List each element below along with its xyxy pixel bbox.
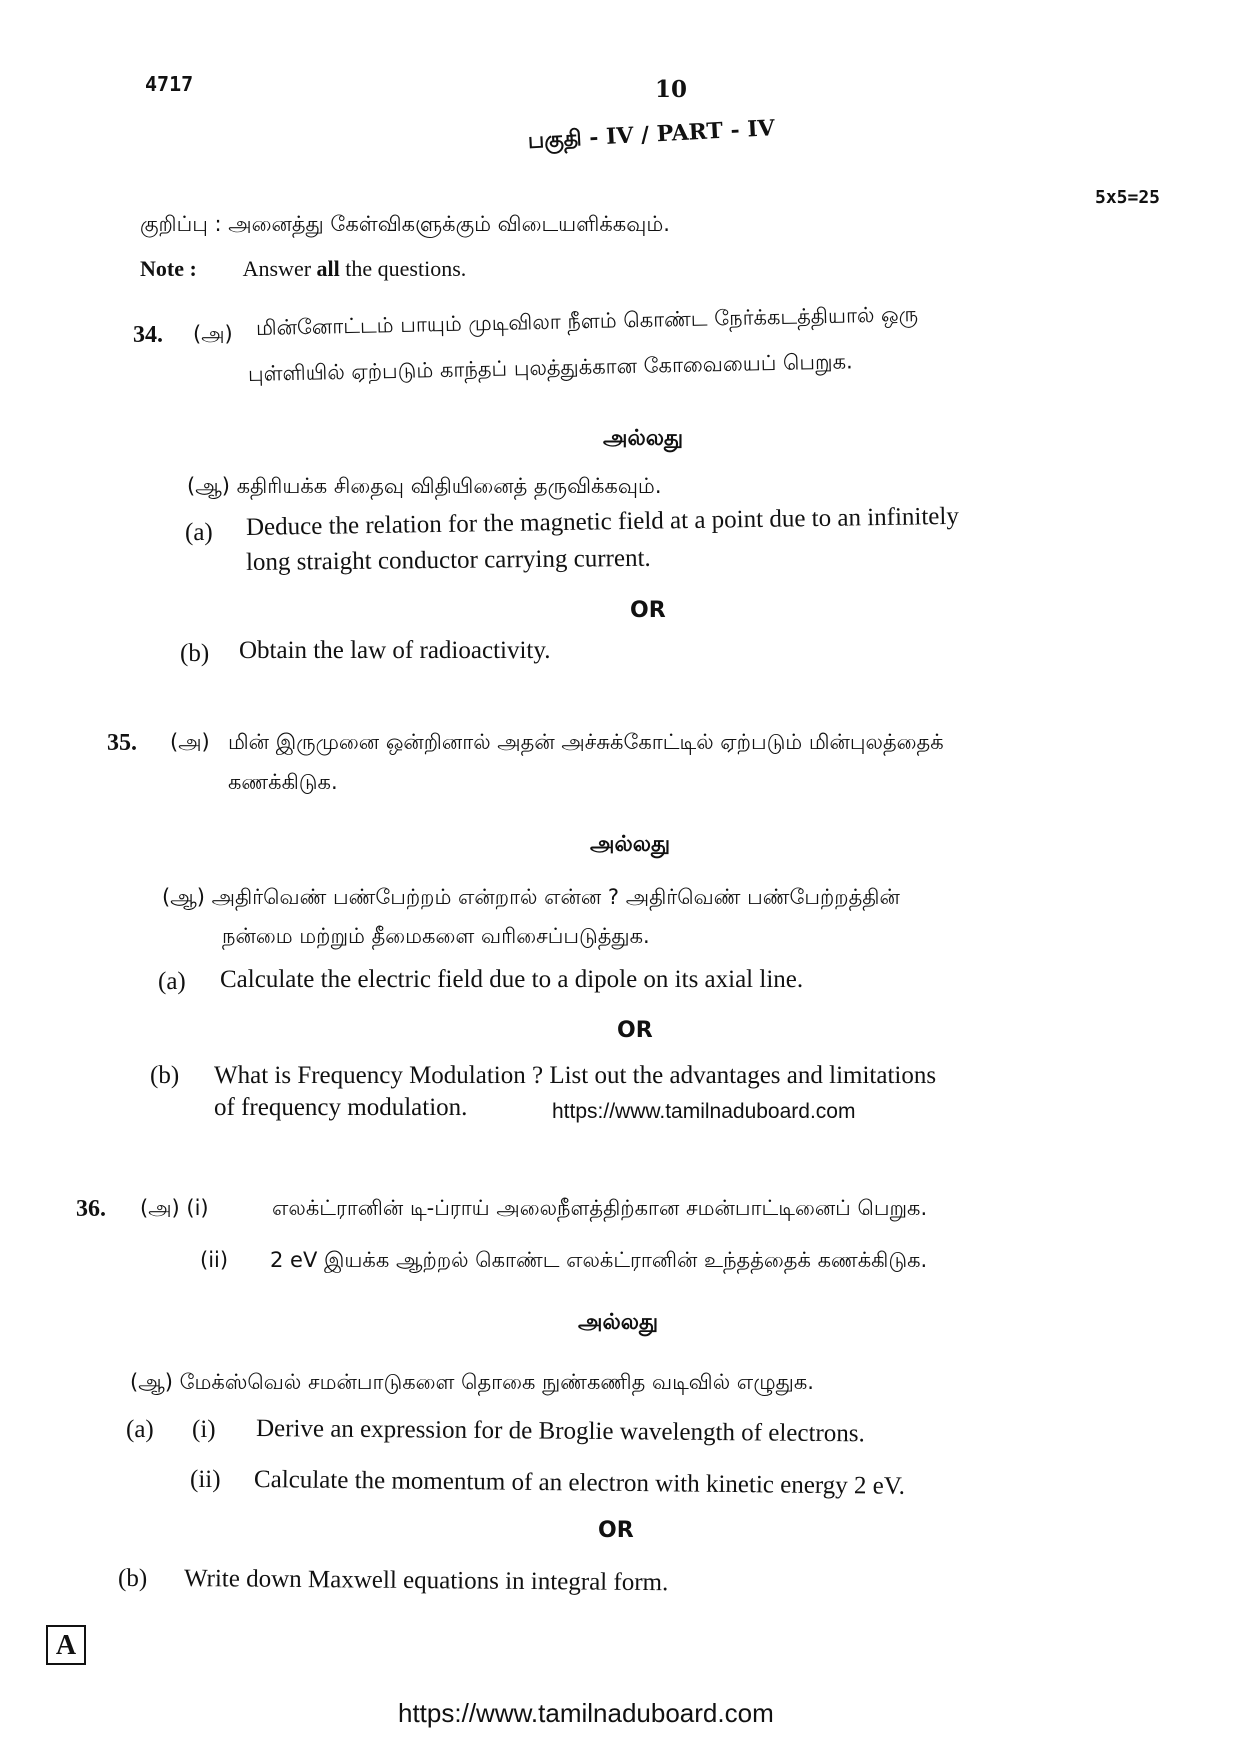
q35-b-tamil-line2: நன்மை மற்றும் தீமைகளை வரிசைப்படுத்துக.: [222, 924, 650, 948]
q34-b-tamil: (ஆ) கதிரியக்க சிதைவு விதியினைத் தருவிக்கவும்.: [187, 474, 662, 498]
q36-b-label: (b): [118, 1565, 148, 1592]
q36-or-tamil: அல்லது: [578, 1310, 659, 1335]
question-36-number: 36.: [76, 1196, 106, 1222]
note-text-post: the questions.: [339, 256, 467, 281]
marks-scheme: 5x5=25: [1095, 187, 1161, 208]
q35-a-tamil-label: (அ): [170, 730, 210, 754]
question-34-number: 34.: [133, 322, 163, 348]
q36-a-ii-label: (ii): [190, 1466, 221, 1493]
q36-or: OR: [598, 1518, 634, 1543]
q34-a-tamil-label: (அ): [193, 322, 233, 346]
note-english: [140, 256, 466, 282]
q34-a-tamil-line2: புள்ளியில் ஏற்படும் காந்தப் புலத்துக்கான கோவையைப் பெறுக.: [247, 349, 853, 386]
watermark-url[interactable]: https://www.tamilnaduboard.com: [552, 1100, 856, 1123]
page-number: 10: [655, 76, 688, 103]
q36-a-i-tamil: எலக்ட்ரானின் டி-ப்ராய் அலைநீளத்திற்கான சமன்பாட்டினைப் பெறுக.: [272, 1196, 928, 1220]
q35-a-label: (a): [158, 968, 186, 995]
q36-a-i: Derive an expression for de Broglie wavelength of electrons.: [255, 1415, 865, 1448]
q34-a-line1: Deduce the relation for the magnetic field at a point due to an infinitely: [245, 502, 960, 541]
q34-a-tamil-line1: மின்னோட்டம் பாயும் முடிவிலா நீளம் கொண்ட நேர்க்கடத்தியால் ஒரு: [255, 302, 919, 340]
q34-or-tamil: அல்லது: [603, 426, 684, 451]
q34-b-line1: Obtain the law of radioactivity.: [239, 637, 551, 664]
q35-b-label: (b): [150, 1062, 180, 1089]
booklet-version-box: A: [46, 1625, 86, 1665]
q36-a-i-label: (i): [192, 1416, 216, 1443]
q35-b-line1: What is Frequency Modulation ? List out the advantages and limitations: [214, 1062, 937, 1089]
q36-a-ii-tamil-label: (ii): [200, 1248, 229, 1272]
footer-url[interactable]: https://www.tamilnaduboard.com: [398, 1698, 774, 1728]
q36-b-line1: Write down Maxwell equations in integral form.: [183, 1565, 669, 1597]
q35-or-tamil: அல்லது: [590, 832, 671, 857]
q35-b-line2: of frequency modulation.: [214, 1094, 468, 1121]
note-tamil: குறிப்பு : அனைத்து கேள்விகளுக்கும் விடையளிக்கவும்.: [140, 212, 670, 236]
paper-code: 4717: [145, 72, 194, 96]
q34-a-line2: long straight conductor carrying current.: [245, 544, 651, 576]
q35-a-tamil-line2: கணக்கிடுக.: [228, 770, 338, 794]
q35-b-tamil-line1: (ஆ) அதிர்வெண் பண்பேற்றம் என்றால் என்ன ? அதிர்வெண் பண்பேற்றத்தின்: [162, 885, 900, 909]
q36-b-tamil: (ஆ) மேக்ஸ்வெல் சமன்பாடுகளை தொகை நுண்கணித வடிவில் எழுதுக.: [130, 1370, 814, 1394]
note-label: Note :: [140, 256, 197, 281]
q34-a-label: (a): [185, 519, 213, 546]
note-text-pre: Answer: [242, 256, 317, 281]
question-35-number: 35.: [107, 730, 137, 756]
q34-b-label: (b): [180, 640, 210, 667]
part-title: பகுதி - IV / PART - IV: [527, 115, 776, 154]
q36-a-ii: Calculate the momentum of an electron with kinetic energy 2 eV.: [253, 1466, 906, 1500]
q36-a-ii-tamil: 2 eV இயக்க ஆற்றல் கொண்ட எலக்ட்ரானின் உந்தத்தைக் கணக்கிடுக.: [270, 1248, 928, 1272]
q36-a-label: (a): [126, 1416, 154, 1443]
q35-a-tamil-line1: மின் இருமுனை ஒன்றினால் அதன் அச்சுக்கோட்டில் ஏற்படும் மின்புலத்தைக்: [228, 730, 944, 754]
note-text-bold: all: [316, 256, 340, 281]
q34-or: OR: [630, 598, 666, 623]
q36-a-tamil-label: (அ) (i): [140, 1196, 209, 1220]
q35-or: OR: [617, 1018, 653, 1043]
q35-a-line1: Calculate the electric field due to a dipole on its axial line.: [220, 966, 804, 993]
